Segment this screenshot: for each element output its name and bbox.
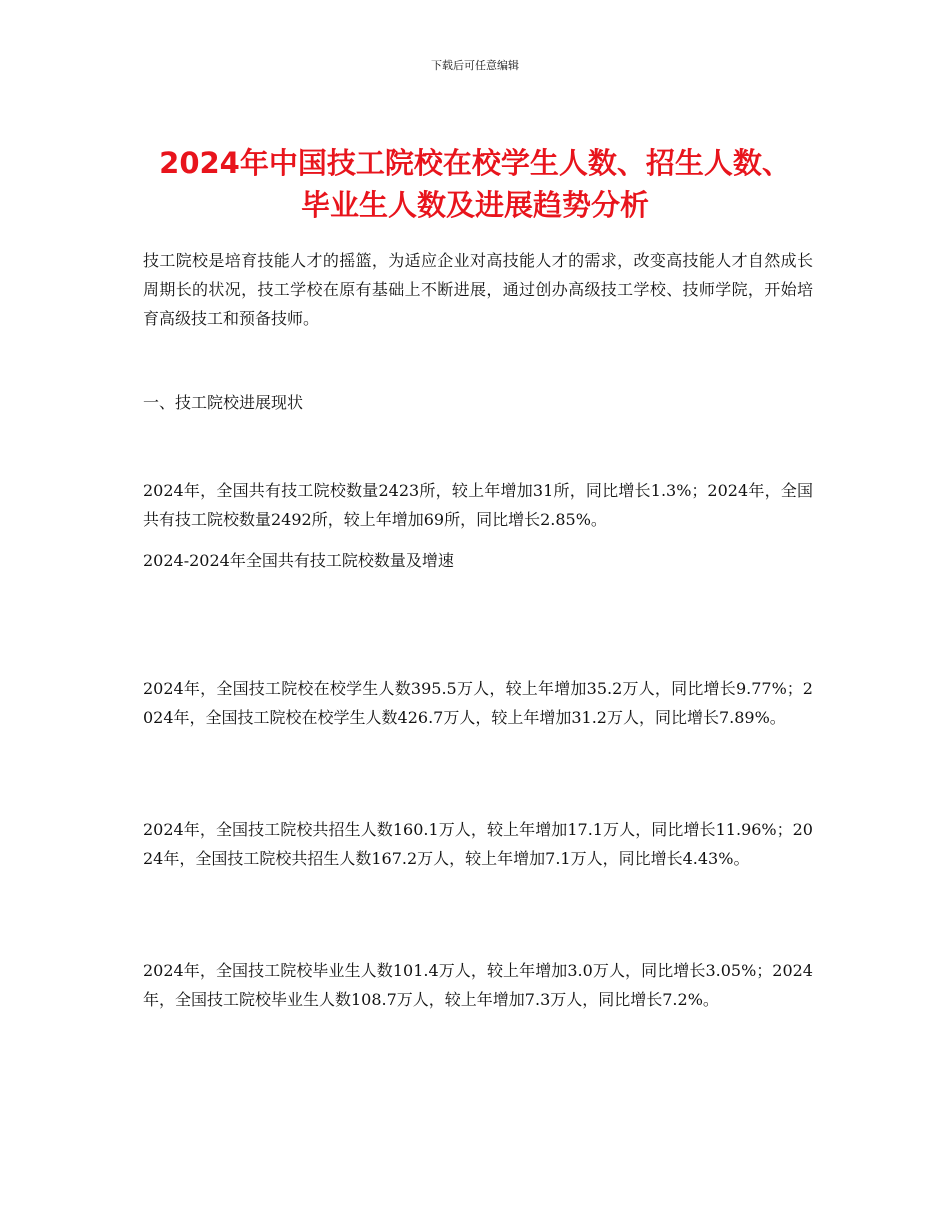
enrollment-paragraph: 2024年，全国技工院校共招生人数160.1万人，较上年增加17.1万人，同比增长11.96%；2024年，全国技工院校共招生人数167.2万人，较上年增加7.1万人，同比增长4.43%。 [143,820,813,868]
header-note: 下载后可任意编辑 [431,59,519,72]
school-count-paragraph: 2024年，全国共有技工院校数量2423所，较上年增加31所，同比增长1.3%；2024年，全国共有技工院校数量2492所，较上年增加69所，同比增长2.85%。 [143,481,813,529]
graduates-paragraph: 2024年，全国技工院校毕业生人数101.4万人，较上年增加3.0万人，同比增长3.05%；2024年，全国技工院校毕业生人数108.7万人，较上年增加7.3万人，同比增长7.2%。 [143,961,813,1009]
intro-paragraph: 技工院校是培育技能人才的摇篮，为适应企业对高技能人才的需求，改变高技能人才自然成长周期长的状况，技工学校在原有基础上不断进展，通过创办高级技工学校、技师学院，开始培育高级技工和预备技师。 [143,251,813,328]
chart-caption: 2024-2024年全国共有技工院校数量及增速 [143,551,454,570]
students-paragraph: 2024年，全国技工院校在校学生人数395.5万人，较上年增加35.2万人，同比增长9.77%；2024年，全国技工院校在校学生人数426.7万人，较上年增加31.2万人，同比增长7.89%。 [143,679,813,727]
document-title: 2024年中国技工院校在校学生人数、招生人数、毕业生人数及进展趋势分析 [159,146,791,222]
section-heading: 一、技工院校进展现状 [143,393,304,412]
